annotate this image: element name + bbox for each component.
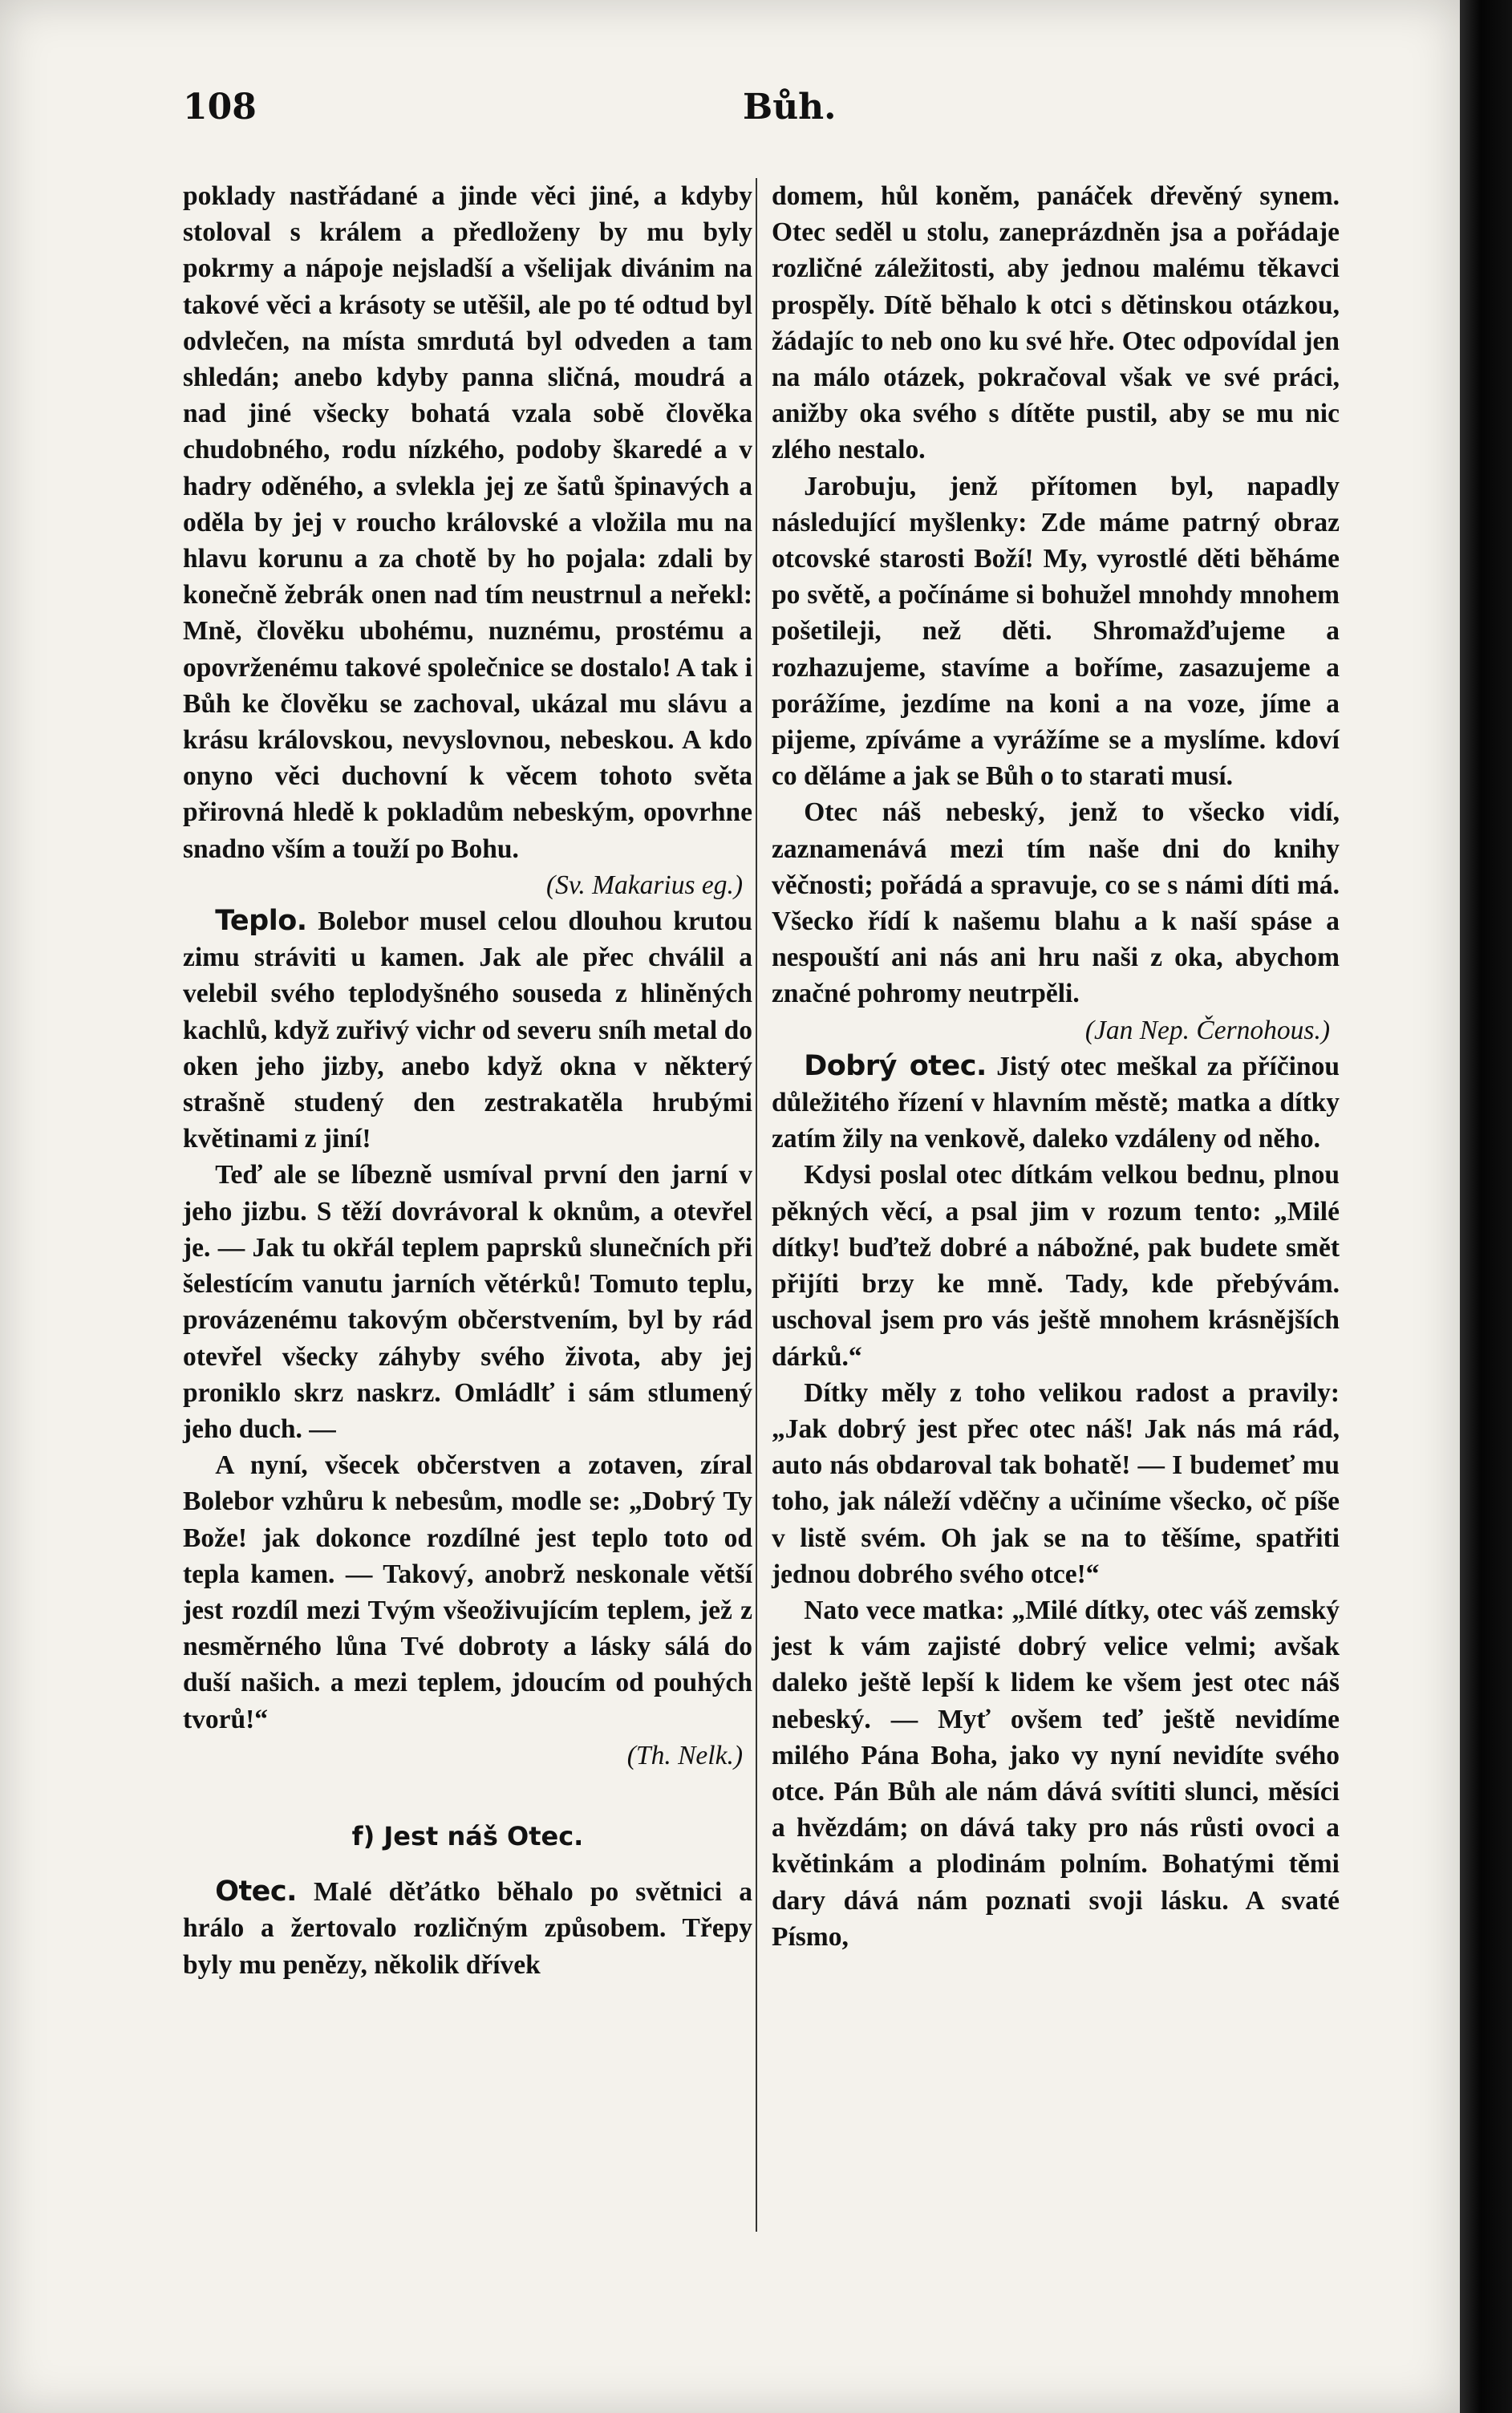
page-number: 108 [183, 87, 257, 128]
paragraph [183, 903, 752, 1157]
paragraph: Otec náš nebeský, jenž to všecko vidí, zaznamenává mezi tím naše dni do knihy věčnosti; pořádá a spravuje, co se s námi díti má. Všecko řídí k našemu blahu a k naší spáse a nespouští ani nás ani hru naši z oka, abychom značné pohromy neutrpěli. [772, 797, 1340, 1009]
right-column [772, 178, 1340, 1955]
paragraph: Nato vece matka: „Milé dítky, otec váš zemský jest k vám zajisté dobrý velice velmi; avšak daleko ještě lepší k lidem ke všem jest otec náš nebeský. — Myť ovšem teď ještě nevidíme milého Pána Boha, jako vy nyní nevidíte svého otce. Pán Bůh ale nám dává svítiti slunci, měsíci a hvězdám; on dává taky pro nás růsti ovoci a květinkám a plodinám polním. Bohatými těmi dary dává nám poznati svoji lásku. A svaté Písmo, [772, 1595, 1340, 1952]
column-divider [756, 178, 757, 2232]
paragraph-text: Bolebor musel celou dlouhou krutou zimu stráviti u kamen. Jak ale přec chválil a velebil svého teplodyšného souseda z hliněných kachlů, když zuřivý vichr od severu sníh metal do oken jeho jizby, anebo když okna v některý strašně studený den zestrakatěla hrubými květinami z jiní! [183, 906, 752, 1154]
paragraph: domem, hůl koněm, panáček dřevěný synem. Otec seděl u stolu, zaneprázdněn jsa a pořádaje rozličné záležitosti, aby jednou malému těkavci prospěly. Dítě běhalo k otci s dětinskou otázkou, žádajíc to neb ono ku své hře. Otec odpovídal jen na málo otázek, pokračoval však ve své práci, anižby oka svého s dítěte pustil, aby se mu nic zlého nestalo. [772, 181, 1340, 465]
left-column [183, 178, 752, 1983]
section-title: Bůh. [743, 87, 837, 128]
paragraph [772, 1048, 1340, 1158]
paragraph: A nyní, všecek občerstven a zotaven, zíral Bolebor vzhůru k nebesům, modle se: „Dobrý Ty Bože! jak dokonce rozdílné jest teplo toto od tepla kamen. — Takový, anobrž neskonale větší jest rozdíl mezi Tvým všeoživujícím teplem, jež z nesměrného lůna Tvé dobroty a lásky sálá do duší našich. a mezi teplem, jdoucím od pouhých tvorů!“ [183, 1450, 752, 1734]
running-head [183, 87, 1338, 135]
entry-keyword: Otec. [215, 1876, 297, 1908]
paragraph: Dítky měly z toho velikou radost a pravily: „Jak dobrý jest přec otec náš! Jak nás má rád, auto nás obdaroval tak bohatě! — I budemeť mu toho, jak náleží vděčny a učiníme všecko, oč píše v listě svém. Oh jak se na to těšíme, spatřiti jednou dobrého svého otce!“ [772, 1377, 1340, 1589]
paragraph: Jarobuju, jenž přítomen byl, napadly následující myšlenky: Zde máme patrný obraz otcovské starosti Boží! My, vyrostlé děti běháme po světě, a počínáme si bohužel mnohdy mnohem pošetileji, než děti. Shromažďujeme a rozhazujeme, stavíme a boříme, zasazujeme a porážíme, jezdíme na koni a na voze, jíme a pijeme, zpíváme a vyrážíme se a myslíme. kdoví co děláme a jak se Bůh o to starati musí. [772, 471, 1340, 792]
entry-keyword: Teplo. [215, 905, 307, 938]
entry-keyword: Dobrý otec. [804, 1049, 987, 1082]
paragraph [183, 1874, 752, 1983]
paragraph: Teď ale se líbezně usmíval první den jarní v jeho jizbu. S těží dovrávoral k oknům, a otevřel je. — Jak tu okřál teplem paprsků slunečních při šelestícím vanutu jarních větérků! Tomuto teplu, provázenému takovým občerstvením, byl by rád otevřel všecky záhyby svého života, aby jej proniklo skrz naskrz. Omládlť i sám stlumený jeho duch. — [183, 1160, 752, 1444]
paragraph: Kdysi poslal otec dítkám velkou bednu, plnou pěkných věcí, a psal jim v rozum tento: „Milé dítky! buďtež dobré a nábožné, pak budete smět přijíti brzy ke mně. Tady, kde přebývám. uschoval jsem pro vás ještě mnohem krásnějších dárků.“ [772, 1160, 1340, 1372]
paragraph: poklady nastřádané a jinde věci jiné, a kdyby stoloval s králem a předloženy by mu byly pokrmy a nápoje nejsladší a všelijak divánim na takové věci a krásoty se utěšil, ale po té odtud byl odvlečen, na místa smrdutá byl odveden a tam shledán; anebo kdyby panna sličná, moudrá a nad jiné všecky bohatá vzala sobě člověka chudobného, rodu nízkého, podoby škaredé a v hadry oděného, a svlekla jej ze šatů špinavých a oděla by jej v roucho královské a vložila mu na hlavu korunu a za chotě by ho pojala: zdali by konečně žebrák onen nad tím neustrnul a neřekl: Mně, člověku ubohému, nuznému, prostému a opovrženému takové společnice se dostalo! A tak i Bůh ke člověku se zachoval, ukázal mu slávu a krásu královskou, nevyslovnou, nebeskou. A kdo onyno věci duchovní k věcem tohoto světa přirovná hledě k pokladům nebeským, opovrhne snadno vším a touží po Bohu. [183, 181, 752, 864]
paragraph-text: Malé děťátko běhalo po světnici a hrálo a žertovalo rozličným způsobem. Třepy byly mu penězy, několik dřívek [183, 1877, 752, 1980]
citation: (Jan Nep. Černohous.) [1084, 1015, 1330, 1045]
citation: (Th. Nelk.) [626, 1740, 743, 1770]
paragraph-text: Jistý otec meškal za příčinou důležitého řízení v hlavním městě; matka a dítky zatím žily na venkově, daleko vzdáleny od něho. [772, 1051, 1340, 1154]
citation: (Sv. Makarius eg.) [546, 870, 743, 900]
scan-dark-edge [1460, 0, 1512, 2413]
subheading: f) Jest náš Otec. [351, 1820, 584, 1851]
